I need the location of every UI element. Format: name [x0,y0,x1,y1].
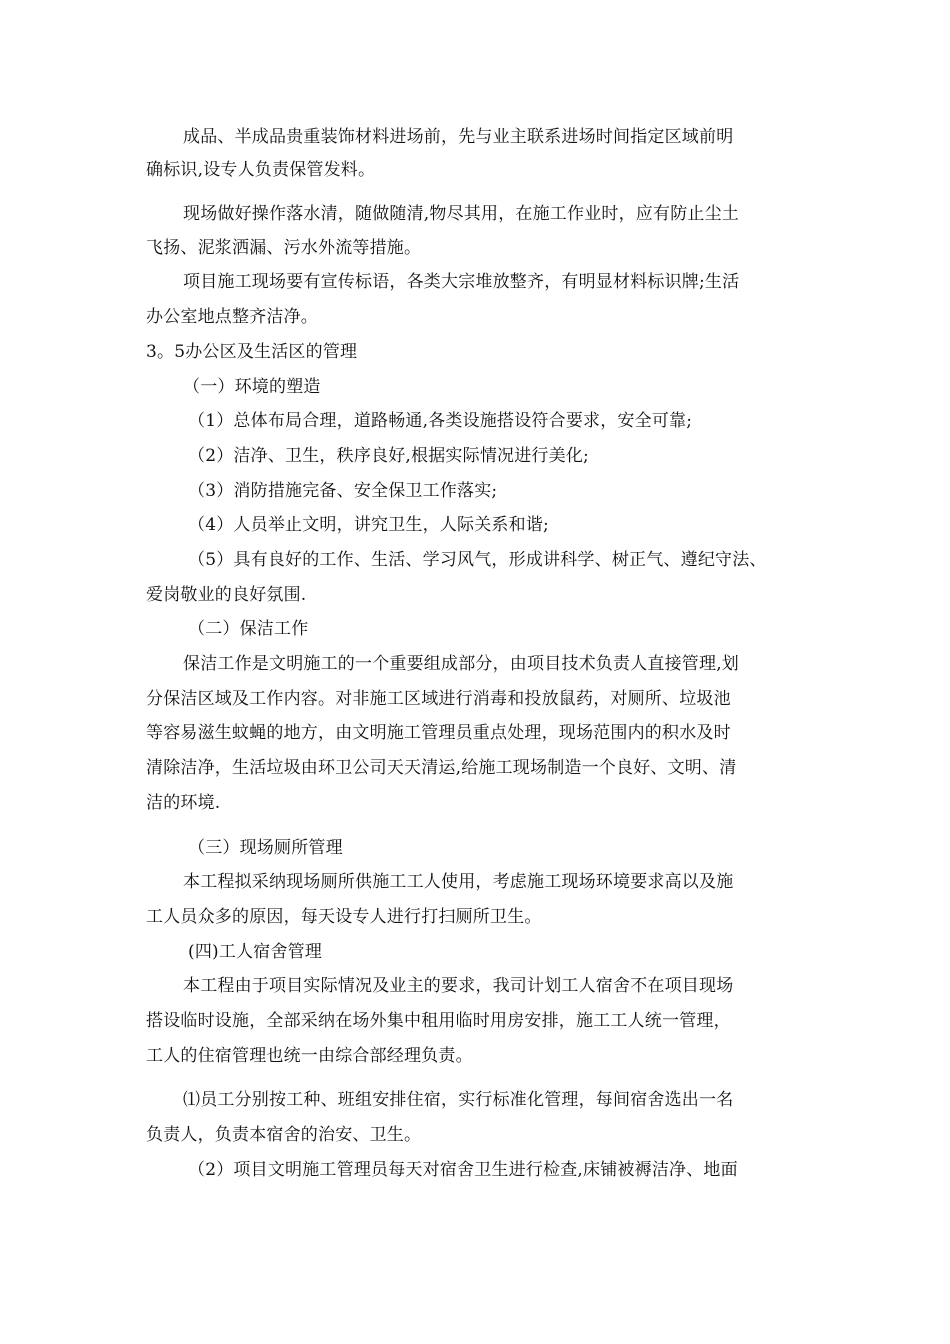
paragraph-materials-line-1: 成品、半成品贵重装饰材料进场前，先与业主联系进场时间指定区域前明 [183,127,734,147]
paragraph-site-cleaning-line-1: 现场做好操作落水清，随做随清,物尽其用，在施工作业时，应有防止尘土 [183,204,740,224]
paragraph-cleaning-line-5: 洁的环境. [146,793,221,813]
subheading-toilet-management: （三）现场厕所管理 [188,838,343,858]
paragraph-toilet-line-1: 本工程拟采纳现场厕所供施工工人使用，考虑施工现场环境要求高以及施 [183,872,734,892]
paragraph-dormitory-line-1: 本工程由于项目实际情况及业主的要求，我司计划工人宿舍不在项目现场 [183,976,734,996]
paragraph-toilet-line-2: 工人员众多的原因，每天设专人进行打扫厕所卫生。 [146,907,542,927]
list-item-1: （1）总体布局合理，道路畅通,各类设施搭设符合要求，安全可靠; [188,411,693,431]
paragraph-dormitory-line-2: 搭设临时设施，全部采纳在场外集中租用临时用房安排，施工工人统一管理， [146,1011,731,1031]
dormitory-item-2-line-1: （2）项目文明施工管理员每天对宿舍卫生进行检查,床铺被褥洁净、地面 [188,1160,738,1180]
list-item-5-line-2: 爱岗敬业的良好氛围. [146,585,307,605]
paragraph-cleaning-line-2: 分保洁区域及工作内容。对非施工区域进行消毒和投放鼠药，对厕所、垃圾池 [146,689,731,709]
paragraph-slogans-line-2: 办公室地点整齐洁净。 [146,307,318,327]
paragraph-cleaning-line-1: 保洁工作是文明施工的一个重要组成部分，由项目技术负责人直接管理,划 [183,654,740,674]
section-heading-3-5: 3。5办公区及生活区的管理 [146,342,358,362]
dormitory-item-1-line-1: ⑴员工分别按工种、班组安排住宿，实行标准化管理，每间宿舍选出一名 [183,1090,734,1110]
dormitory-item-1-line-2: 负责人，负责本宿舍的治安、卫生。 [146,1125,422,1145]
list-item-4: （4）人员举止文明，讲究卫生，人际关系和谐; [188,515,549,535]
paragraph-slogans-line-1: 项目施工现场要有宣传标语，各类大宗堆放整齐，有明显材料标识牌;生活 [183,272,740,292]
paragraph-cleaning-line-4: 清除洁净，生活垃圾由环卫公司天天清运,给施工现场制造一个良好、文明、清 [146,758,737,778]
subheading-dormitory-management: (四)工人宿舍管理 [188,942,323,962]
paragraph-site-cleaning-line-2: 飞扬、泥浆洒漏、污水外流等措施。 [146,238,422,258]
paragraph-cleaning-line-3: 等容易滋生蚊蝇的地方，由文明施工管理员重点处理，现场范围内的积水及时 [146,723,731,743]
subheading-environment: （一）环境的塑造 [183,377,321,397]
list-item-2: （2）洁净、卫生，秩序良好,根据实际情况进行美化; [188,446,589,466]
subheading-cleaning-work: （二）保洁工作 [188,619,309,639]
list-item-3: （3）消防措施完备、安全保卫工作落实; [188,481,498,501]
paragraph-materials-line-2: 确标识,设专人负责保管发料。 [146,160,376,180]
paragraph-dormitory-line-3: 工人的住宿管理也统一由综合部经理负责。 [146,1046,473,1066]
list-item-5-line-1: （5）具有良好的工作、生活、学习风气，形成讲科学、树正气、遵纪守法、 [188,550,767,570]
